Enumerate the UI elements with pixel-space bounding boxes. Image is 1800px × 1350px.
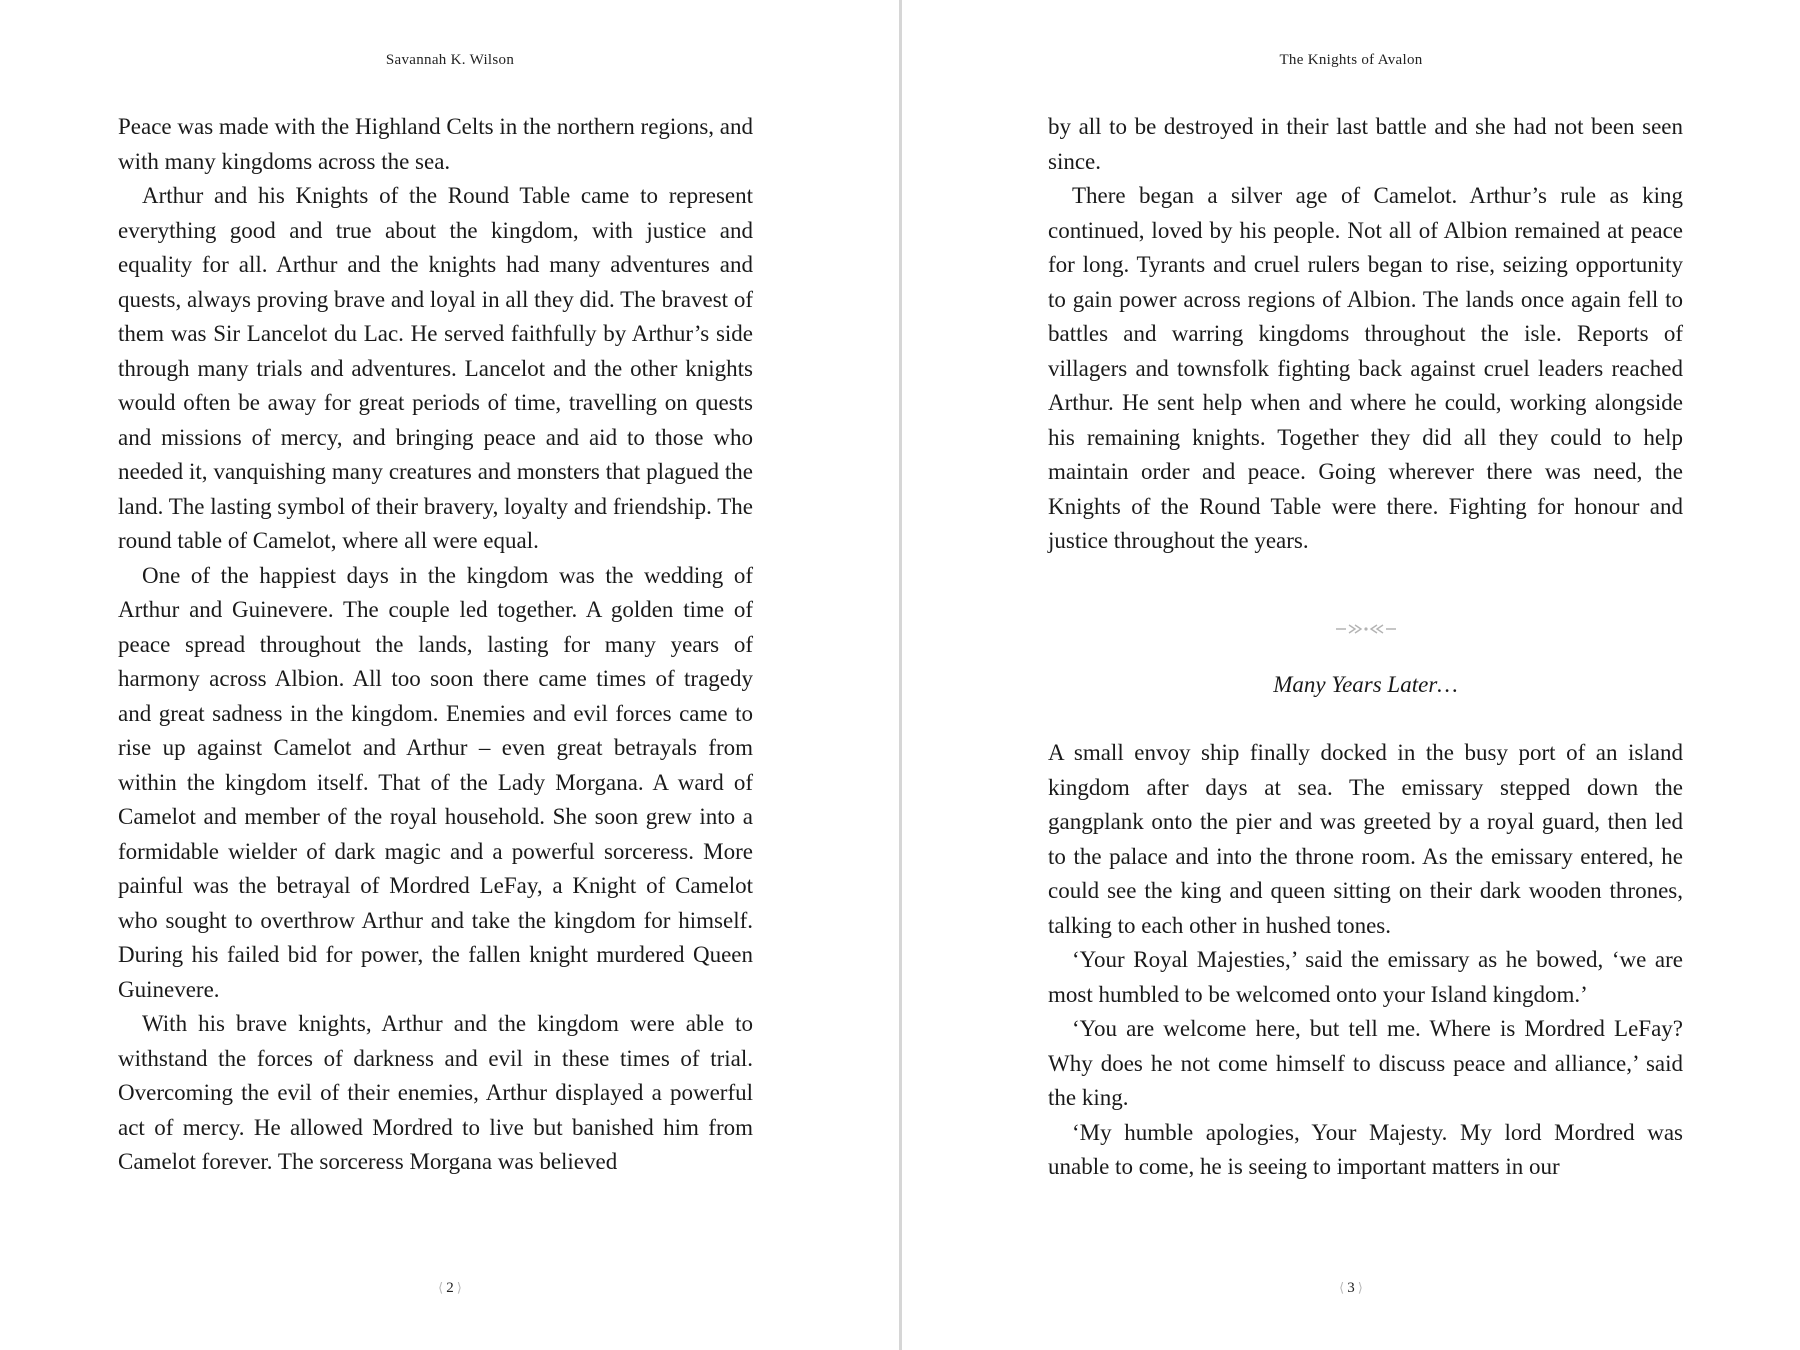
paragraph: There began a silver age of Camelot. Arthur’s rule as king continued, loved by his people. Not all of Albion remained at peace for long. Tyrants and cruel rulers began to rise, seizing opportunity to gain power across regions of Albion. The lands once again fell to battles and warring kingdoms throughout the isle. Reports of villagers and townsfolk fighting back against cruel leaders reached Arthur. He sent help when and where he could, working alongside his remaining knights. Together they did all they could to help maintain order and peace. Going wherever there was need, the Knights of the Round Table were there. Fighting for honour and justice throughout the years. bbox=[1048, 183, 1683, 553]
folio-ornament-right-icon: ⟩ bbox=[456, 1280, 462, 1295]
paragraph: One of the happiest days in the kingdom was the wedding of Arthur and Guinevere. The couple led together. A golden time of peace spread throughout the lands, lasting for many years of harmony across Albion. All too soon there came times of tragedy and great sadness in the kingdom. Enemies and evil forces came to rise up against Camelot and Arthur – even great betrayals from within the kingdom itself. That of the Lady Morgana. A ward of Camelot and member of the royal household. She soon grew into a formidable wielder of dark magic and a powerful sorceress. More painful was the betrayal of Mordred LeFay, a Knight of Camelot who sought to overthrow Arthur and take the kingdom for himself. During his failed bid for power, the fallen knight murdered Queen Guinevere. bbox=[118, 562, 753, 1002]
folio-ornament-left-icon: ⟨ bbox=[438, 1280, 444, 1295]
right-page bbox=[902, 0, 1800, 1350]
page-number-footer bbox=[902, 1280, 1800, 1297]
left-page-body bbox=[118, 110, 753, 1180]
paragraph: Arthur and his Knights of the Round Table came to represent everything good and true about the kingdom, with justice and equality for all. Arthur and the knights had many adventures and quests, always proving brave and loyal in all they did. The bravest of them was Sir Lancelot du Lac. He served faithfully by Arthur’s side through many trials and adventures. Lancelot and the other knights would often be away for great periods of time, travelling on quests and missions of mercy, and bringing peace and aid to those who needed it, vanquishing many creatures and monsters that plagued the land. The lasting symbol of their bravery, loyalty and friendship. The round table of Camelot, where all were equal. bbox=[118, 183, 753, 553]
section-break-ornament-icon bbox=[1048, 612, 1683, 638]
paragraph: ‘My humble apologies, Your Majesty. My lord Mordred was unable to come, he is seeing to important matters in our bbox=[1048, 1119, 1683, 1179]
paragraph: A small envoy ship finally docked in the busy port of an island kingdom after days at sea. The emissary stepped down the gangplank onto the pier and was greeted by a royal guard, then led to the palace and into the throne room. As the emissary entered, he could see the king and queen sitting on their dark wooden thrones, talking to each other in hushed tones. bbox=[1048, 740, 1683, 938]
paragraph: by all to be destroyed in their last battle and she had not been seen since. bbox=[1048, 114, 1683, 174]
page-number: 3 bbox=[1347, 1280, 1355, 1296]
right-page-body bbox=[1048, 110, 1683, 1185]
folio-ornament-left-icon: ⟨ bbox=[1339, 1280, 1345, 1295]
page-number: 2 bbox=[446, 1280, 454, 1296]
paragraph: ‘Your Royal Majesties,’ said the emissary as he bowed, ‘we are most humbled to be welcomed onto your Island kingdom.’ bbox=[1048, 947, 1683, 1007]
folio-ornament-right-icon: ⟩ bbox=[1357, 1280, 1363, 1295]
running-head-author: Savannah K. Wilson bbox=[385, 52, 515, 68]
paragraph: With his brave knights, Arthur and the kingdom were able to withstand the forces of darkness and evil in these times of trial. Overcoming the evil of their enemies, Arthur displayed a powerful act of mercy. He allowed Mordred to live but banished him from Camelot forever. The sorceress Morgana was believed bbox=[118, 1011, 753, 1174]
scene-heading: Many Years Later… bbox=[1273, 671, 1458, 697]
page-number-footer bbox=[0, 1280, 900, 1297]
paragraph: ‘You are welcome here, but tell me. Where is Mordred LeFay? Why does he not come himself to discuss peace and alliance,’ said the king. bbox=[1048, 1016, 1683, 1110]
running-head-title: The Knights of Avalon bbox=[1279, 52, 1423, 68]
paragraph: Peace was made with the Highland Celts in the northern regions, and with many kingdoms across the sea. bbox=[118, 114, 753, 174]
